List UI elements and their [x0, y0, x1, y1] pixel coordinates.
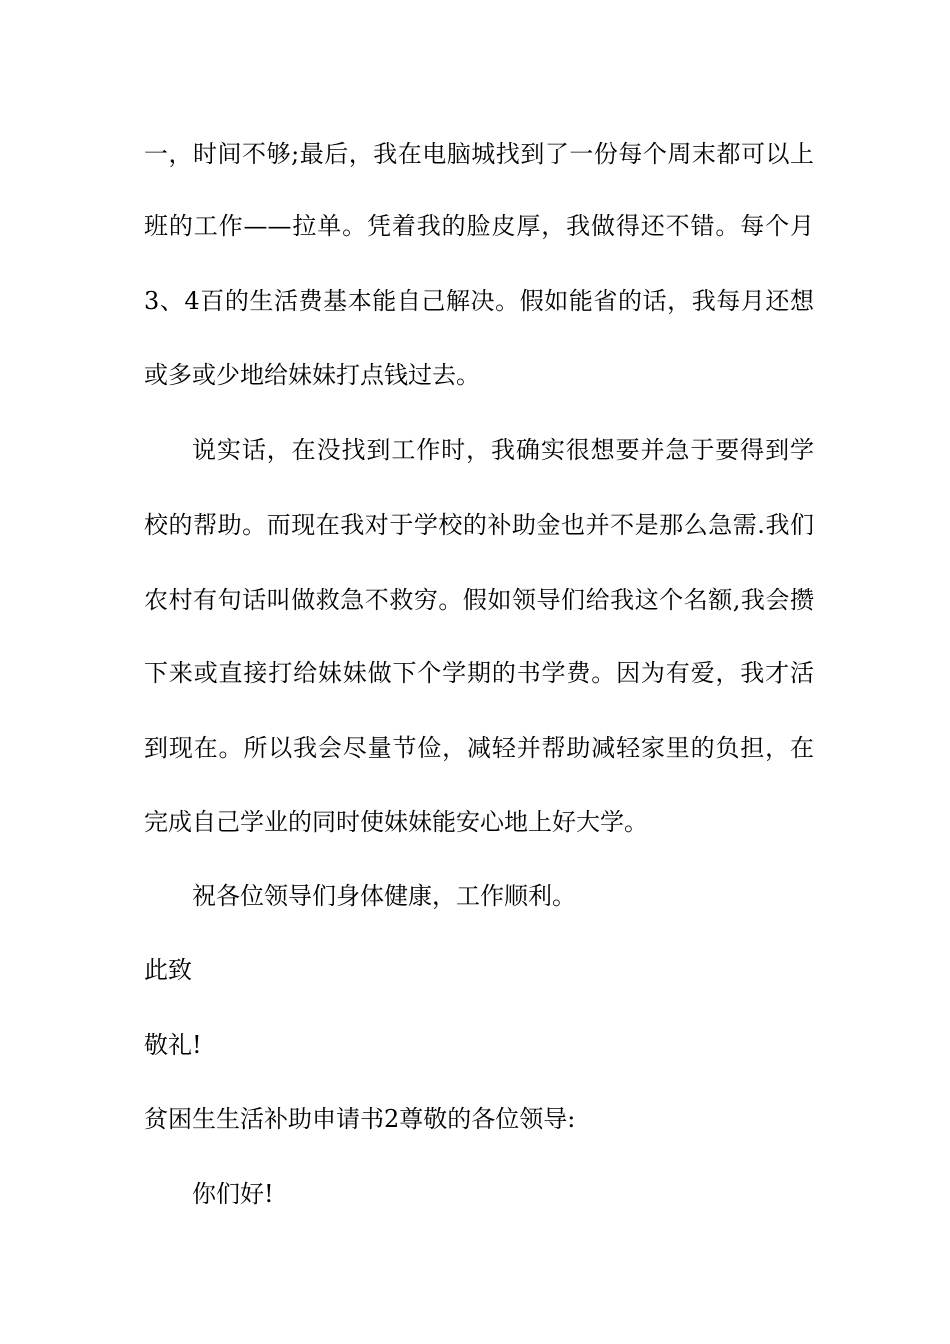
salutation-cizhi: 此致 [144, 956, 192, 984]
paragraph-line: 下来或直接打给妹妹做下个学期的书学费。因为有爱，我才活 [144, 659, 814, 687]
paragraph-line: 完成自己学业的同时使妹妹能安心地上好大学。 [144, 808, 648, 836]
greeting: 你们好! [192, 1180, 274, 1208]
closing-wish: 祝各位领导们身体健康，工作顺利。 [192, 882, 576, 910]
paragraph-line: 校的帮助。而现在我对于学校的补助金也并不是那么急需.我们 [144, 511, 814, 539]
paragraph-line: 或多或少地给妹妹打点钱过去。 [144, 361, 480, 389]
paragraph-line: 班的工作——拉单。凭着我的脸皮厚，我做得还不错。每个月 [144, 212, 814, 240]
paragraph-line: 说实话，在没找到工作时，我确实很想要并急于要得到学 [192, 436, 814, 464]
salutation-jingli: 敬礼! [144, 1031, 202, 1059]
paragraph-line: 农村有句话叫做救急不救穷。假如领导们给我这个名额,我会攒 [144, 586, 814, 614]
section-heading: 贫困生生活补助申请书2尊敬的各位领导: [144, 1105, 576, 1133]
paragraph-line: 3、4百的生活费基本能自己解决。假如能省的话，我每月还想 [144, 287, 814, 315]
paragraph-line: 到现在。所以我会尽量节俭，减轻并帮助减轻家里的负担，在 [144, 734, 814, 762]
paragraph-line: 一，时间不够;最后，我在电脑城找到了一份每个周末都可以上 [144, 140, 814, 168]
